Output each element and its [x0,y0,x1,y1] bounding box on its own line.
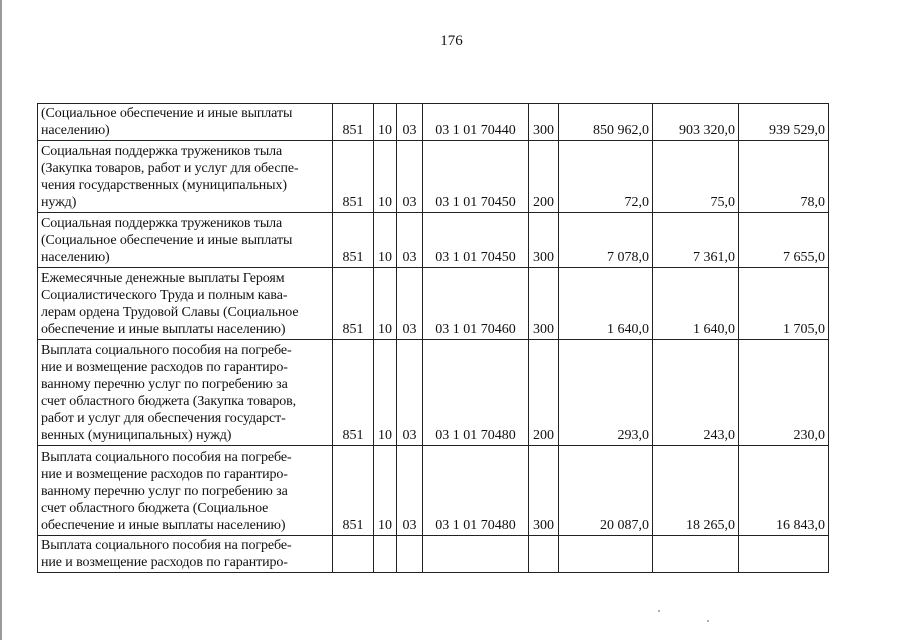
row-name-line: ние и возмещение расходов по гарантиро- [41,555,288,570]
pr-cell [397,536,423,573]
scan-speck [707,620,709,622]
amount-3-cell: 939 529,0 [739,104,829,141]
ved-cell: 851 [333,446,374,536]
row-name-line: чения государственных (муниципальных) [41,178,287,193]
row-name-cell [38,446,333,536]
vr-cell [529,536,559,573]
amount-1-cell: 293,0 [559,340,653,446]
rz-cell: 10 [374,268,397,340]
scan-speck [658,610,660,612]
table-body [38,104,829,573]
amount-3-cell [739,536,829,573]
row-name-line: Социальная поддержка тружеников тыла [41,216,283,231]
amount-1-cell: 1 640,0 [559,268,653,340]
row-name-line: счет областного бюджета (Закупка товаров, [41,394,297,409]
row-name-line: Социальная поддержка тружеников тыла [41,144,283,159]
table-row [38,104,829,141]
rz-cell: 10 [374,141,397,213]
row-name-line: Выплата социального пособия на погребе- [41,538,292,553]
row-name-line: Ежемесячные денежные выплаты Героям [41,271,285,286]
row-name-cell [38,268,333,340]
amount-3-cell: 78,0 [739,141,829,213]
csr-cell: 03 1 01 70480 [423,446,529,536]
row-name-line: (Закупка товаров, работ и услуг для обеспе- [41,161,299,176]
scan-edge-line [0,0,2,640]
ved-cell: 851 [333,340,374,446]
vr-cell: 200 [529,340,559,446]
amount-2-cell: 903 320,0 [653,104,739,141]
vr-cell: 300 [529,104,559,141]
pr-cell: 03 [397,268,423,340]
ved-cell: 851 [333,141,374,213]
row-name-line: населению) [41,250,110,265]
row-name-line: обеспечение и иные выплаты населению) [41,518,286,533]
vr-cell: 300 [529,268,559,340]
amount-2-cell [653,536,739,573]
table-row [38,340,829,446]
row-name-line: (Социальное обеспечение и иные выплаты [41,106,293,121]
row-name-line: ванному перечню услуг по погребению за [41,377,288,392]
row-name-line: счет областного бюджета (Социальное [41,501,269,516]
row-name-line: работ и услуг для обеспечения государст- [41,411,286,426]
rz-cell: 10 [374,446,397,536]
pr-cell: 03 [397,213,423,268]
amount-2-cell: 75,0 [653,141,739,213]
ved-cell: 851 [333,268,374,340]
amount-3-cell: 230,0 [739,340,829,446]
row-name-cell [38,340,333,446]
row-name-line: нужд) [41,195,77,210]
page-number: 176 [440,33,463,49]
row-name-line: венных (муниципальных) нужд) [41,428,232,443]
row-name-line: населению) [41,123,110,138]
csr-cell: 03 1 01 70440 [423,104,529,141]
amount-2-cell: 243,0 [653,340,739,446]
table-row [38,536,829,573]
rz-cell: 10 [374,340,397,446]
csr-cell: 03 1 01 70450 [423,141,529,213]
amount-2-cell: 18 265,0 [653,446,739,536]
row-name-line: ние и возмещение расходов по гарантиро- [41,467,288,482]
row-name-line: Выплата социального пособия на погребе- [41,450,292,465]
table-row [38,141,829,213]
amount-1-cell: 72,0 [559,141,653,213]
row-name-line: Социалистического Труда и полным кава- [41,288,288,303]
amount-1-cell: 850 962,0 [559,104,653,141]
rz-cell [374,536,397,573]
ved-cell: 851 [333,104,374,141]
amount-1-cell [559,536,653,573]
csr-cell: 03 1 01 70480 [423,340,529,446]
ved-cell: 851 [333,213,374,268]
row-name-line: лерам ордена Трудовой Славы (Социальное [41,305,299,320]
amount-1-cell: 20 087,0 [559,446,653,536]
amount-3-cell: 7 655,0 [739,213,829,268]
rz-cell: 10 [374,213,397,268]
csr-cell: 03 1 01 70450 [423,213,529,268]
pr-cell: 03 [397,446,423,536]
row-name-line: обеспечение и иные выплаты населению) [41,322,286,337]
pr-cell: 03 [397,141,423,213]
ved-cell [333,536,374,573]
row-name-line: Выплата социального пособия на погребе- [41,343,292,358]
pr-cell: 03 [397,104,423,141]
row-name-cell [38,536,333,573]
csr-cell: 03 1 01 70460 [423,268,529,340]
table-row [38,268,829,340]
vr-cell: 200 [529,141,559,213]
amount-1-cell: 7 078,0 [559,213,653,268]
vr-cell: 300 [529,446,559,536]
amount-3-cell: 1 705,0 [739,268,829,340]
row-name-cell [38,104,333,141]
row-name-line: ние и возмещение расходов по гарантиро- [41,360,288,375]
row-name-line: (Социальное обеспечение и иные выплаты [41,233,293,248]
rz-cell: 10 [374,104,397,141]
amount-3-cell: 16 843,0 [739,446,829,536]
table-row [38,213,829,268]
table-row [38,446,829,536]
budget-table [37,103,829,573]
row-name-line: ванному перечню услуг по погребению за [41,484,288,499]
pr-cell: 03 [397,340,423,446]
row-name-cell [38,141,333,213]
amount-2-cell: 7 361,0 [653,213,739,268]
csr-cell [423,536,529,573]
vr-cell: 300 [529,213,559,268]
row-name-cell [38,213,333,268]
amount-2-cell: 1 640,0 [653,268,739,340]
